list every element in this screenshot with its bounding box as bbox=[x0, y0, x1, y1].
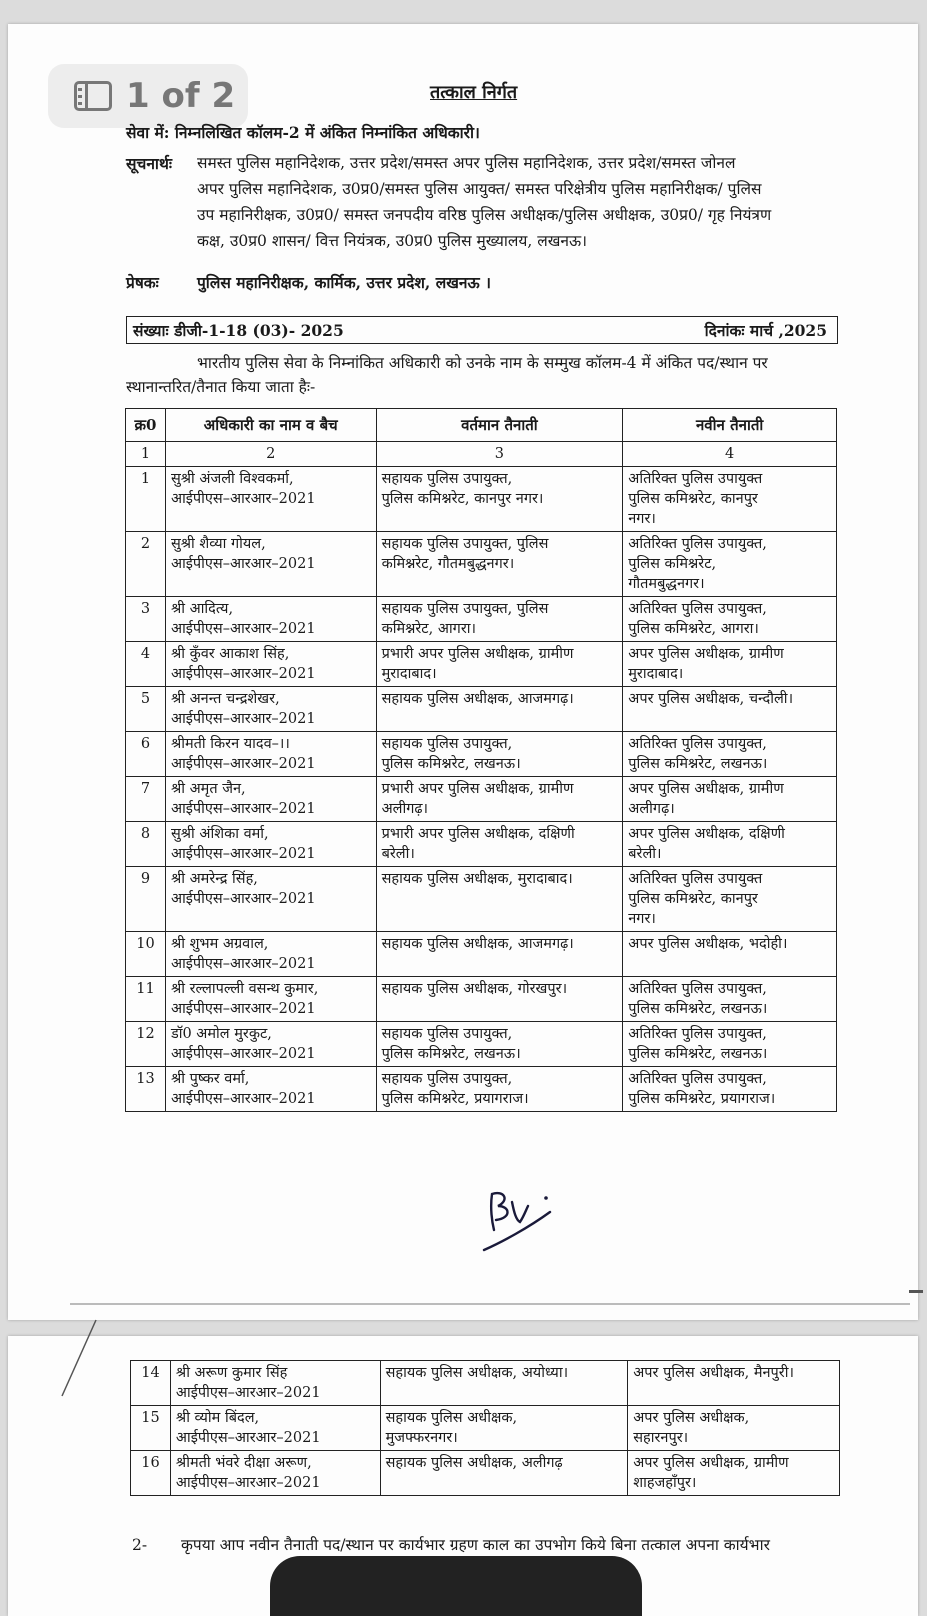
current-posting-line: सहायक पुलिस अधीक्षक, अयोध्या। bbox=[385, 1365, 569, 1381]
officer-name-line: आईपीएस–आरआर–2021 bbox=[170, 846, 316, 862]
officer-name-line: आईपीएस–आरआर–2021 bbox=[175, 1430, 321, 1446]
officer-name-line: श्री अरूण कुमार सिंह bbox=[175, 1365, 288, 1381]
officer-name-line: आईपीएस–आरआर–2021 bbox=[170, 621, 316, 637]
table-row bbox=[131, 1361, 840, 1406]
officer-name-line: आईपीएस–आरआर–2021 bbox=[170, 1046, 316, 1062]
officer-name-line: आईपीएस–आरआर–2021 bbox=[175, 1385, 321, 1401]
para2-text: कृपया आप नवीन तैनाती पद/स्थान पर कार्यभार ग्रहण काल का उपभोग किये बिना तत्काल अपना कार्यभार bbox=[181, 1536, 770, 1554]
transfer-table-page1 bbox=[125, 408, 837, 1112]
table-row bbox=[131, 1451, 840, 1496]
officer-name-line: डॉ0 अमोल मुरकुट, bbox=[170, 1026, 272, 1042]
new-posting-cell bbox=[623, 642, 837, 687]
suchnarth-line-1: समस्त पुलिस महानिदेशक, उत्तर प्रदेश/समस्त अपर पुलिस महानिदेशक, उत्तर प्रदेश/समस्त जोनल bbox=[197, 154, 736, 172]
new-posting-line: सहारनपुर। bbox=[633, 1430, 689, 1446]
new-posting-cell bbox=[623, 687, 837, 732]
officer-name-line: सुश्री अंशिका वर्मा, bbox=[170, 826, 269, 842]
table-row bbox=[126, 1067, 837, 1112]
new-posting-line: अपर पुलिस अधीक्षक, bbox=[633, 1410, 750, 1426]
officer-name-line: आईपीएस–आरआर–2021 bbox=[170, 491, 316, 507]
current-posting-cell bbox=[376, 867, 623, 932]
current-posting-cell bbox=[376, 597, 623, 642]
officer-name-line: श्री शुभम अग्रवाल, bbox=[170, 936, 269, 952]
current-posting-line: सहायक पुलिस अधीक्षक, bbox=[385, 1410, 518, 1426]
current-posting-line: सहायक पुलिस उपायुक्त, bbox=[381, 1071, 513, 1087]
officer-name-line: आईपीएस–आरआर–2021 bbox=[170, 711, 316, 727]
new-posting-cell bbox=[623, 1067, 837, 1112]
officer-name-line: श्री अमरेन्द्र सिंह, bbox=[170, 871, 258, 887]
table-row bbox=[126, 777, 837, 822]
intro-line-2: स्थानान्तरित/तैनात किया जाता हैः- bbox=[126, 378, 316, 396]
row-serial: 1 bbox=[126, 467, 166, 532]
current-posting-line: प्रभारी अपर पुलिस अधीक्षक, ग्रामीण bbox=[381, 781, 574, 797]
officer-name-cell bbox=[165, 1067, 376, 1112]
current-posting-line: पुलिस कमिश्नरेट, प्रयागराज। bbox=[381, 1091, 529, 1107]
officer-name-line: आईपीएस–आरआर–2021 bbox=[170, 556, 316, 572]
officer-name-cell bbox=[165, 932, 376, 977]
new-posting-line: अतिरिक्त पुलिस उपायुक्त, bbox=[628, 536, 767, 552]
table-row bbox=[126, 467, 837, 532]
preshak-value: पुलिस महानिरीक्षक, कार्मिक, उत्तर प्रदेश, लखनऊ । bbox=[197, 273, 491, 292]
dinank-date: दिनांकः मार्च ,2025 bbox=[704, 321, 827, 340]
transfer-table-page2 bbox=[130, 1360, 840, 1496]
officer-name-cell bbox=[165, 467, 376, 532]
officer-name-line: श्री रल्लापल्ली वसन्थ कुमार, bbox=[170, 981, 319, 997]
current-posting-line: सहायक पुलिस उपायुक्त, पुलिस bbox=[381, 601, 549, 617]
current-posting-line: सहायक पुलिस अधीक्षक, आजमगढ़। bbox=[381, 936, 574, 952]
colnum-3: 3 bbox=[376, 442, 623, 467]
current-posting-cell bbox=[376, 777, 623, 822]
row-serial: 9 bbox=[126, 867, 166, 932]
row-serial: 14 bbox=[131, 1361, 171, 1406]
officer-name-cell bbox=[165, 687, 376, 732]
current-posting-line: सहायक पुलिस उपायुक्त, bbox=[381, 471, 513, 487]
table-row bbox=[126, 687, 837, 732]
intro-line-1: भारतीय पुलिस सेवा के निम्नांकित अधिकारी को उनके नाम के सम्मुख कॉलम-4 में अंकित पद/स्थान पर bbox=[197, 354, 768, 372]
row-serial: 4 bbox=[126, 642, 166, 687]
new-posting-line: नगर। bbox=[628, 511, 656, 527]
sewa-line: सेवा में: निम्नलिखित कॉलम-2 में अंकित निम्नांकित अधिकारी। bbox=[126, 123, 480, 142]
row-serial: 16 bbox=[131, 1451, 171, 1496]
current-posting-cell bbox=[380, 1451, 628, 1496]
new-posting-line: मुरादाबाद। bbox=[628, 666, 684, 682]
current-posting-cell bbox=[376, 1022, 623, 1067]
current-posting-line: सहायक पुलिस अधीक्षक, आजमगढ़। bbox=[381, 691, 574, 707]
new-posting-line: अपर पुलिस अधीक्षक, ग्रामीण bbox=[633, 1455, 789, 1471]
new-posting-line: शाहजहाँपुर। bbox=[633, 1475, 697, 1491]
new-posting-line: गौतमबुद्धनगर। bbox=[628, 576, 705, 592]
officer-name-line: आईपीएस–आरआर–2021 bbox=[170, 956, 316, 972]
current-posting-line: पुलिस कमिश्नरेट, कानपुर नगर। bbox=[381, 491, 544, 507]
new-posting-cell bbox=[623, 977, 837, 1022]
current-posting-line: मुजफ्फरनगर। bbox=[385, 1430, 458, 1446]
current-posting-line: अलीगढ़। bbox=[381, 801, 429, 817]
current-posting-line: पुलिस कमिश्नरेट, लखनऊ। bbox=[381, 756, 521, 772]
row-serial: 3 bbox=[126, 597, 166, 642]
suchnarth-label: सूचनार्थः bbox=[126, 154, 172, 173]
officer-name-line: श्रीमती भंवरे दीक्षा अरूण, bbox=[175, 1455, 312, 1471]
table-row bbox=[126, 822, 837, 867]
new-posting-line: अपर पुलिस अधीक्षक, ग्रामीण bbox=[628, 646, 784, 662]
new-posting-line: अतिरिक्त पुलिस उपायुक्त bbox=[628, 471, 763, 487]
officer-name-line: आईपीएस–आरआर–2021 bbox=[170, 756, 316, 772]
header-new: नवीन तैनाती bbox=[623, 409, 837, 442]
document-heading: तत्काल निर्गत bbox=[430, 82, 518, 103]
officer-name-cell bbox=[165, 977, 376, 1022]
bottom-toolbar[interactable] bbox=[270, 1556, 642, 1616]
officer-name-cell bbox=[170, 1451, 380, 1496]
officer-name-line: श्री व्योम बिंदल, bbox=[175, 1410, 260, 1426]
preshak-label: प्रेषकः bbox=[126, 273, 159, 292]
new-posting-cell bbox=[628, 1406, 840, 1451]
row-serial: 15 bbox=[131, 1406, 171, 1451]
current-posting-cell bbox=[376, 977, 623, 1022]
suchnarth-line-3: उप महानिरीक्षक, उ0प्र0/ समस्त जनपदीय वरिष्ठ पुलिस अधीक्षक/पुलिस अधीक्षक, उ0प्र0/ गृह नियंत्रण bbox=[197, 206, 772, 224]
officer-name-line: श्री अनन्त चन्द्रशेखर, bbox=[170, 691, 280, 707]
new-posting-cell bbox=[623, 867, 837, 932]
officer-name-cell bbox=[165, 822, 376, 867]
page-indicator[interactable] bbox=[48, 64, 248, 128]
colnum-2: 2 bbox=[165, 442, 376, 467]
new-posting-line: पुलिस कमिश्नरेट, लखनऊ। bbox=[628, 756, 768, 772]
officer-name-line: आईपीएस–आरआर–2021 bbox=[170, 891, 316, 907]
current-posting-line: सहायक पुलिस अधीक्षक, अलीगढ़ bbox=[385, 1455, 563, 1471]
table-row bbox=[126, 642, 837, 687]
new-posting-cell bbox=[623, 1022, 837, 1067]
new-posting-line: अतिरिक्त पुलिस उपायुक्त, bbox=[628, 1026, 767, 1042]
current-posting-line: कमिश्नरेट, गौतमबुद्धनगर। bbox=[381, 556, 515, 572]
page-divider bbox=[70, 1303, 910, 1305]
column-number-row bbox=[126, 442, 837, 467]
new-posting-cell bbox=[623, 467, 837, 532]
officer-name-cell bbox=[165, 597, 376, 642]
officer-name-line: आईपीएस–आरआर–2021 bbox=[175, 1475, 321, 1491]
current-posting-line: बरेली। bbox=[381, 846, 415, 862]
current-posting-line: कमिश्नरेट, आगरा। bbox=[381, 621, 476, 637]
table-row bbox=[126, 977, 837, 1022]
para2-number: 2- bbox=[132, 1536, 148, 1554]
officer-name-cell bbox=[170, 1406, 380, 1451]
page-list-icon bbox=[74, 81, 112, 111]
officer-name-line: आईपीएस–आरआर–2021 bbox=[170, 1001, 316, 1017]
table-row bbox=[131, 1406, 840, 1451]
new-posting-line: पुलिस कमिश्नरेट, आगरा। bbox=[628, 621, 759, 637]
new-posting-line: अपर पुलिस अधीक्षक, ग्रामीण bbox=[628, 781, 784, 797]
row-serial: 2 bbox=[126, 532, 166, 597]
officer-name-cell bbox=[170, 1361, 380, 1406]
officer-name-cell bbox=[165, 1022, 376, 1067]
current-posting-line: प्रभारी अपर पुलिस अधीक्षक, ग्रामीण bbox=[381, 646, 574, 662]
table-row bbox=[126, 1022, 837, 1067]
row-serial: 11 bbox=[126, 977, 166, 1022]
current-posting-cell bbox=[376, 932, 623, 977]
officer-name-line: श्रीमती किरन यादव–।। bbox=[170, 736, 290, 752]
reference-box bbox=[126, 316, 838, 344]
colnum-4: 4 bbox=[623, 442, 837, 467]
new-posting-line: अतिरिक्त पुलिस उपायुक्त, bbox=[628, 736, 767, 752]
new-posting-line: अलीगढ़। bbox=[628, 801, 675, 817]
current-posting-cell bbox=[376, 687, 623, 732]
new-posting-line: पुलिस कमिश्नरेट, bbox=[628, 556, 717, 572]
officer-name-line: आईपीएस–आरआर–2021 bbox=[170, 666, 316, 682]
new-posting-line: अतिरिक्त पुलिस उपायुक्त, bbox=[628, 1071, 767, 1087]
suchnarth-line-4: कक्ष, उ0प्र0 शासन/ वित्त नियंत्रक, उ0प्र0 पुलिस मुख्यालय, लखनऊ। bbox=[197, 232, 588, 250]
officer-name-line: आईपीएस–आरआर–2021 bbox=[170, 1091, 316, 1107]
signature bbox=[480, 1186, 560, 1256]
new-posting-cell bbox=[628, 1451, 840, 1496]
row-serial: 8 bbox=[126, 822, 166, 867]
officer-name-line: श्री आदित्य, bbox=[170, 601, 234, 617]
current-posting-line: सहायक पुलिस उपायुक्त, bbox=[381, 736, 513, 752]
current-posting-line: पुलिस कमिश्नरेट, लखनऊ। bbox=[381, 1046, 521, 1062]
table-header-row bbox=[126, 409, 837, 442]
row-serial: 5 bbox=[126, 687, 166, 732]
officer-name-line: श्री अमृत जैन, bbox=[170, 781, 246, 797]
current-posting-cell bbox=[376, 532, 623, 597]
current-posting-line: सहायक पुलिस अधीक्षक, मुरादाबाद। bbox=[381, 871, 573, 887]
table-row bbox=[126, 532, 837, 597]
current-posting-line: मुरादाबाद। bbox=[381, 666, 437, 682]
new-posting-line: पुलिस कमिश्नरेट, कानपुर bbox=[628, 491, 758, 507]
row-serial: 6 bbox=[126, 732, 166, 777]
margin-mark bbox=[50, 1318, 110, 1398]
new-posting-cell bbox=[623, 532, 837, 597]
current-posting-line: प्रभारी अपर पुलिस अधीक्षक, दक्षिणी bbox=[381, 826, 575, 842]
current-posting-cell bbox=[376, 642, 623, 687]
row-serial: 12 bbox=[126, 1022, 166, 1067]
table-row bbox=[126, 597, 837, 642]
page-edge-mark bbox=[909, 1290, 923, 1293]
new-posting-line: अतिरिक्त पुलिस उपायुक्त, bbox=[628, 601, 767, 617]
table-row bbox=[126, 867, 837, 932]
officer-name-line: श्री पुष्कर वर्मा, bbox=[170, 1071, 250, 1087]
officer-name-cell bbox=[165, 642, 376, 687]
header-name: अधिकारी का नाम व बैच bbox=[165, 409, 376, 442]
sankhya-number: संख्याः डीजी-1-18 (03)- 2025 bbox=[133, 321, 344, 340]
officer-name-cell bbox=[165, 867, 376, 932]
new-posting-line: अतिरिक्त पुलिस उपायुक्त bbox=[628, 871, 763, 887]
table-row bbox=[126, 932, 837, 977]
suchnarth-line-2: अपर पुलिस महानिदेशक, उ0प्र0/समस्त पुलिस आयुक्त/ समस्त परिक्षेत्रीय पुलिस महानिरीक्षक/ पुलिस bbox=[197, 180, 762, 198]
current-posting-cell bbox=[380, 1361, 628, 1406]
current-posting-line: सहायक पुलिस उपायुक्त, bbox=[381, 1026, 513, 1042]
row-serial: 10 bbox=[126, 932, 166, 977]
new-posting-line: पुलिस कमिश्नरेट, कानपुर bbox=[628, 891, 758, 907]
officer-name-line: आईपीएस–आरआर–2021 bbox=[170, 801, 316, 817]
header-current: वर्तमान तैनाती bbox=[376, 409, 623, 442]
new-posting-line: पुलिस कमिश्नरेट, लखनऊ। bbox=[628, 1046, 768, 1062]
officer-name-line: सुश्री शैव्या गोयल, bbox=[170, 536, 266, 552]
new-posting-cell bbox=[628, 1361, 840, 1406]
new-posting-line: अपर पुलिस अधीक्षक, भदोही। bbox=[628, 936, 788, 952]
table-row bbox=[126, 732, 837, 777]
officer-name-cell bbox=[165, 777, 376, 822]
new-posting-line: अपर पुलिस अधीक्षक, मैनपुरी। bbox=[633, 1365, 794, 1381]
new-posting-cell bbox=[623, 822, 837, 867]
new-posting-line: पुलिस कमिश्नरेट, लखनऊ। bbox=[628, 1001, 768, 1017]
new-posting-line: नगर। bbox=[628, 911, 656, 927]
new-posting-cell bbox=[623, 732, 837, 777]
header-serial: क्र0 bbox=[126, 409, 166, 442]
new-posting-cell bbox=[623, 932, 837, 977]
row-serial: 7 bbox=[126, 777, 166, 822]
row-serial: 13 bbox=[126, 1067, 166, 1112]
officer-name-line: सुश्री अंजली विश्वकर्मा, bbox=[170, 471, 294, 487]
new-posting-line: अपर पुलिस अधीक्षक, दक्षिणी bbox=[628, 826, 785, 842]
officer-name-line: श्री कुँवर आकाश सिंह, bbox=[170, 646, 290, 662]
current-posting-cell bbox=[376, 732, 623, 777]
current-posting-cell bbox=[376, 1067, 623, 1112]
page-indicator-text: 1 of 2 bbox=[126, 76, 236, 116]
current-posting-line: सहायक पुलिस अधीक्षक, गोरखपुर। bbox=[381, 981, 568, 997]
new-posting-line: पुलिस कमिश्नरेट, प्रयागराज। bbox=[628, 1091, 776, 1107]
current-posting-cell bbox=[376, 822, 623, 867]
new-posting-cell bbox=[623, 597, 837, 642]
new-posting-line: बरेली। bbox=[628, 846, 662, 862]
current-posting-cell bbox=[380, 1406, 628, 1451]
officer-name-cell bbox=[165, 532, 376, 597]
officer-name-cell bbox=[165, 732, 376, 777]
new-posting-line: अपर पुलिस अधीक्षक, चन्दौली। bbox=[628, 691, 794, 707]
new-posting-line: अतिरिक्त पुलिस उपायुक्त, bbox=[628, 981, 767, 997]
new-posting-cell bbox=[623, 777, 837, 822]
colnum-1: 1 bbox=[126, 442, 166, 467]
current-posting-line: सहायक पुलिस उपायुक्त, पुलिस bbox=[381, 536, 549, 552]
current-posting-cell bbox=[376, 467, 623, 532]
